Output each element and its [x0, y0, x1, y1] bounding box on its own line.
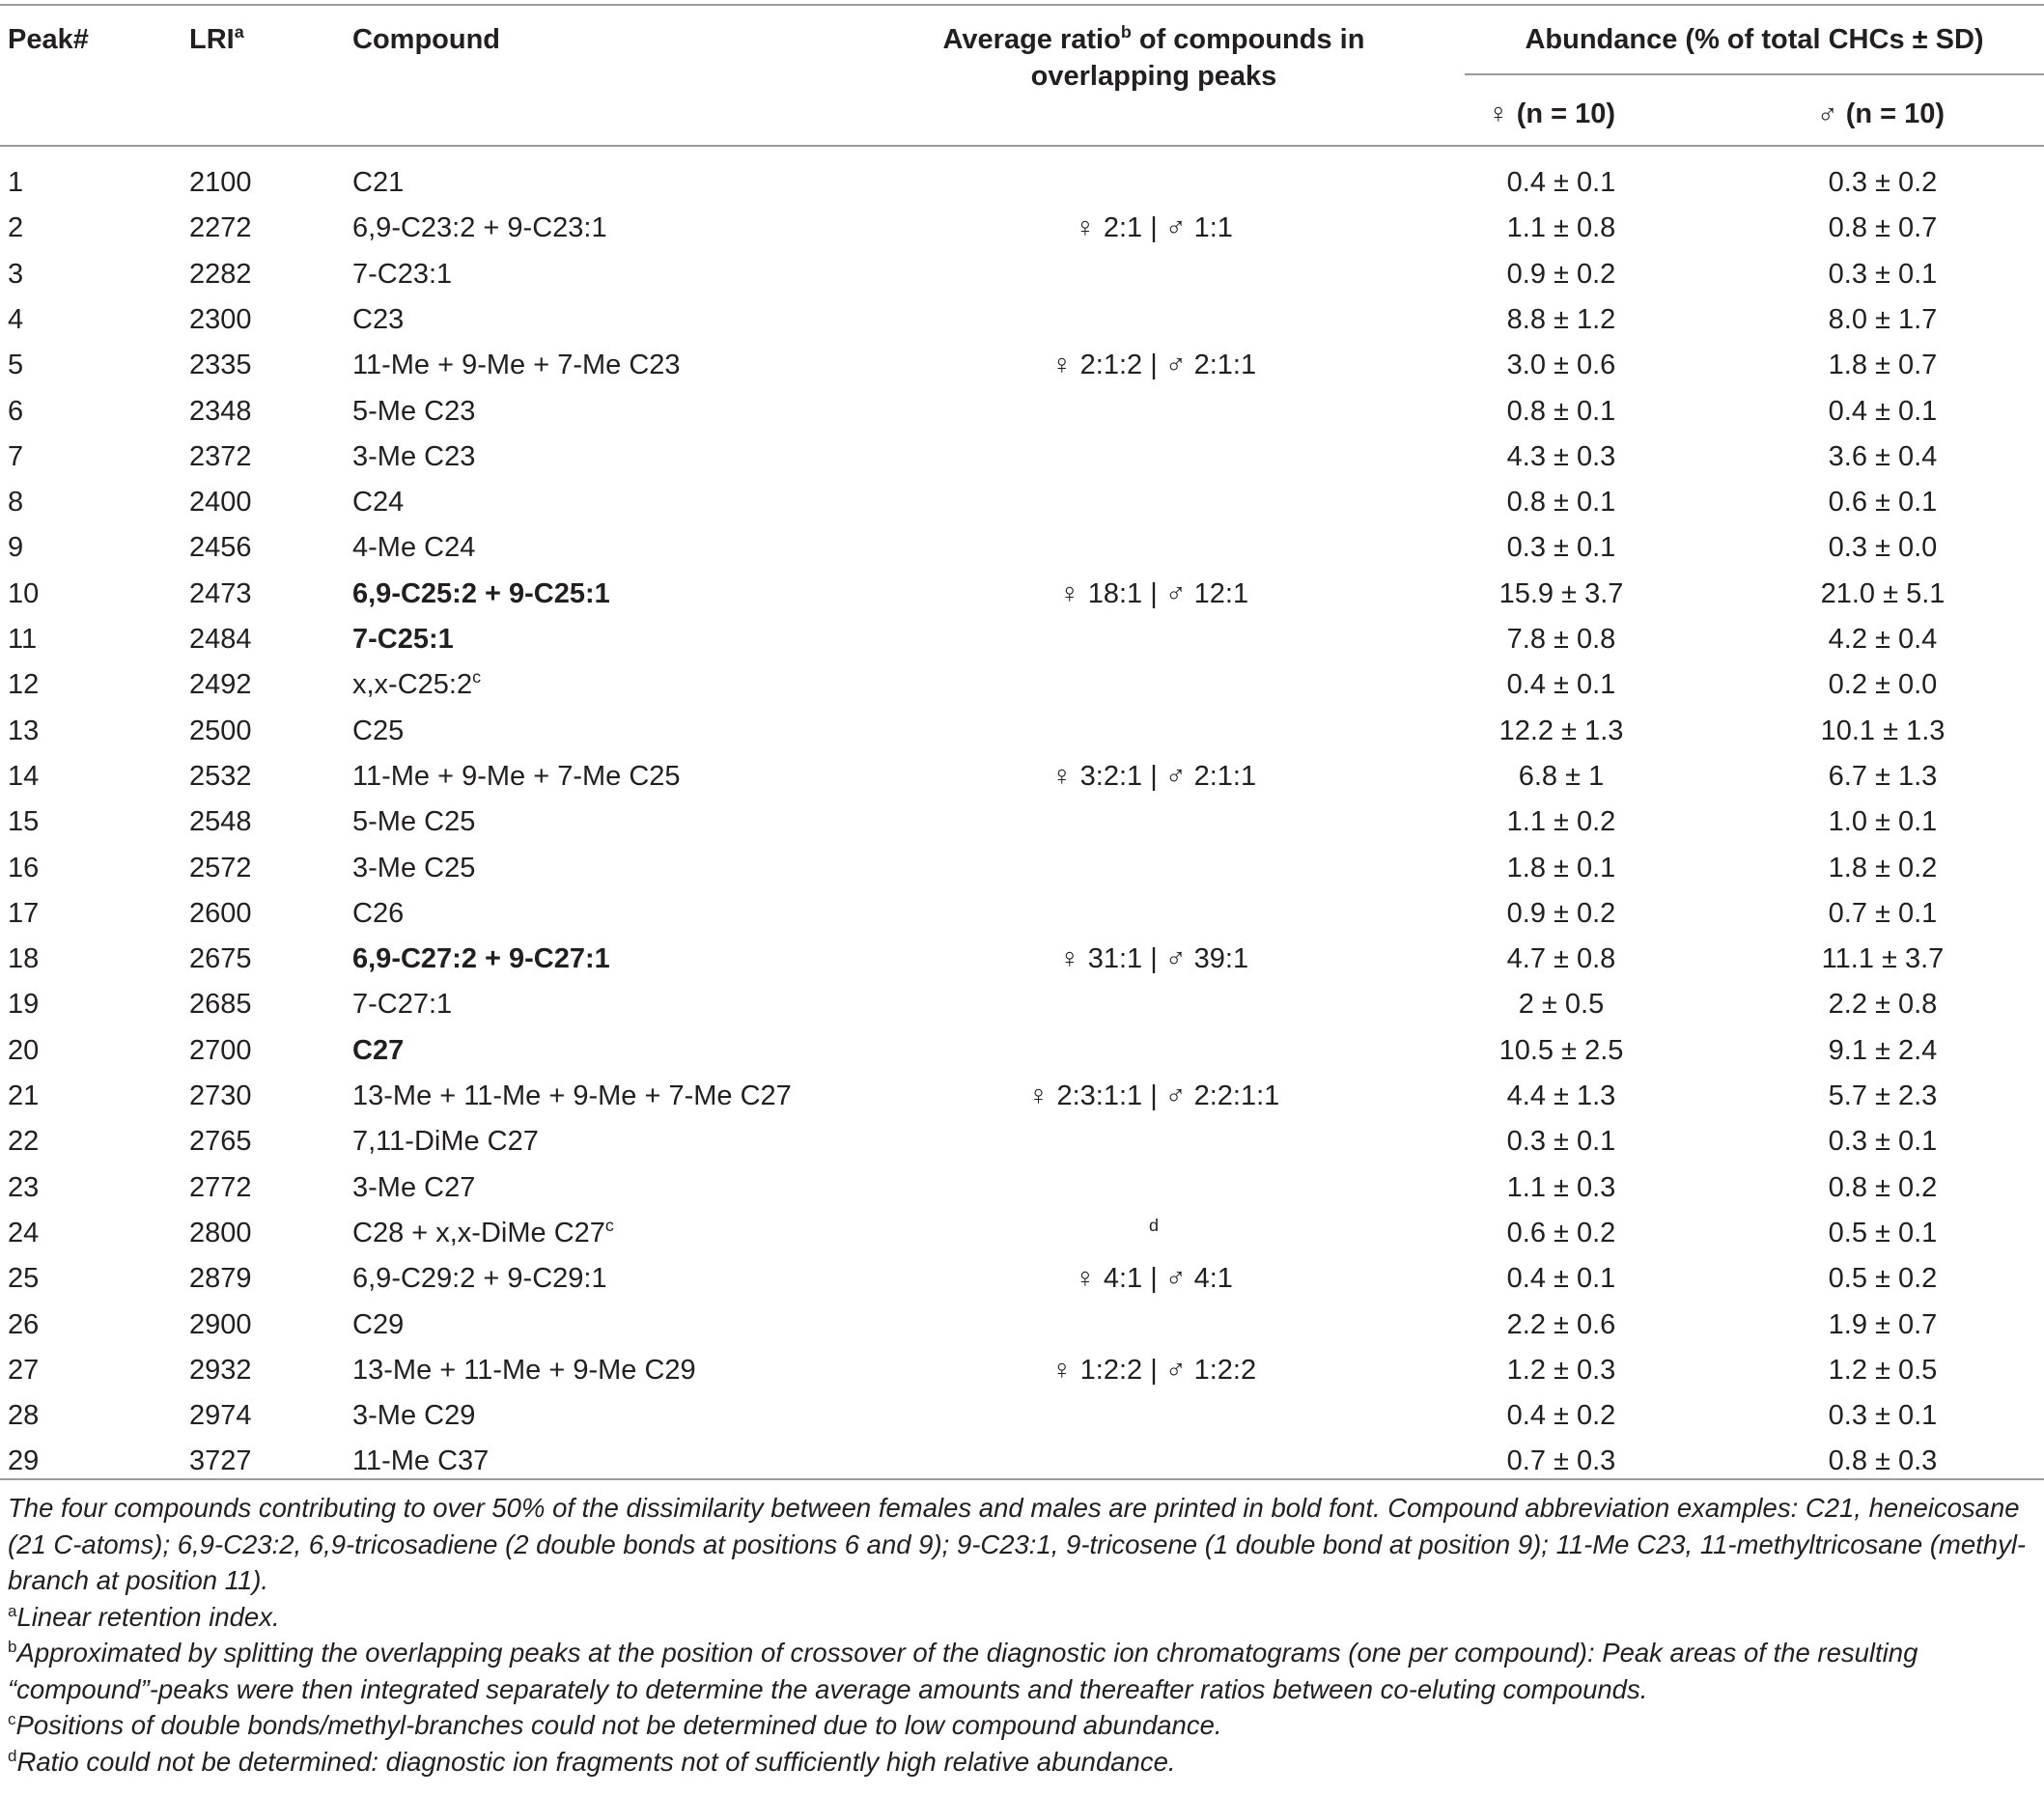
- row-female: 1.2 ± 0.3: [1506, 1354, 1616, 1386]
- row-male: 0.3 ± 0.1: [1828, 1400, 1938, 1432]
- row-compound-text: 6,9-C29:2 + 9-C29:1: [352, 1263, 607, 1295]
- row-male: 0.8 ± 0.7: [1828, 212, 1938, 244]
- row-male: 0.7 ± 0.1: [1828, 897, 1938, 929]
- row-lri: 2685: [189, 989, 252, 1021]
- row-lri: 2282: [189, 258, 252, 290]
- row-peak: 22: [8, 1126, 40, 1158]
- row-female: 0.8 ± 0.1: [1506, 487, 1616, 519]
- row-compound-text: C21: [352, 167, 405, 198]
- row-female: 0.4 ± 0.1: [1506, 1263, 1616, 1295]
- row-lri: 2400: [189, 487, 252, 519]
- row-male: 10.1 ± 1.3: [1820, 715, 1946, 746]
- footnote-a-mark: a: [8, 1601, 17, 1620]
- row-peak: 19: [8, 989, 40, 1021]
- row-peak: 4: [8, 303, 24, 335]
- row-male: 0.8 ± 0.3: [1828, 1445, 1938, 1477]
- col-header-ratio: [898, 21, 1410, 95]
- row-lri: 2500: [189, 715, 252, 746]
- row-compound: [352, 1125, 539, 1158]
- row-ratio: [898, 349, 1410, 381]
- row-female: 0.9 ± 0.2: [1506, 897, 1616, 929]
- footnote-b-text: Approximated by splitting the overlapping peaks at the position of crossover of the diagnostic ion chromatograms (one per compound): Peak areas of the resulting “compound”-peaks were then integrated separately to determine the average amounts and thereafter ratios between co-eluting compounds.: [8, 1638, 1918, 1704]
- row-compound: [352, 395, 475, 428]
- row-ratio: [898, 760, 1410, 793]
- row-male: 2.2 ± 0.8: [1828, 989, 1938, 1021]
- row-male: 1.2 ± 0.5: [1828, 1354, 1938, 1386]
- row-compound: [352, 623, 454, 656]
- col-header-ratio-line1: [898, 21, 1410, 58]
- row-compound-text: C27: [352, 1034, 405, 1066]
- row-compound: [352, 258, 452, 291]
- row-compound-text: 6,9-C25:2 + 9-C25:1: [352, 577, 610, 609]
- table-footnotes: [8, 1490, 2035, 1780]
- row-lri: 2473: [189, 577, 252, 609]
- col-header-abundance: Abundance (% of total CHCs ± SD): [1525, 24, 1984, 55]
- row-compound-text: C24: [352, 487, 405, 519]
- row-female: 4.3 ± 0.3: [1506, 440, 1616, 472]
- row-compound: [352, 1034, 404, 1067]
- row-lri: 2675: [189, 943, 252, 975]
- row-compound-text: 5-Me C23: [352, 395, 476, 427]
- row-female: 0.9 ± 0.2: [1506, 258, 1616, 290]
- row-male: 1.8 ± 0.7: [1828, 350, 1938, 381]
- footnote-b: [8, 1635, 2035, 1707]
- col-header-ratio-line2: overlapping peaks: [1030, 61, 1277, 92]
- row-peak: 2: [8, 212, 24, 244]
- row-female: 4.7 ± 0.8: [1506, 943, 1616, 975]
- row-lri: 2492: [189, 669, 252, 701]
- table-top-rule: [0, 4, 2044, 6]
- row-female: 0.4 ± 0.1: [1506, 167, 1616, 198]
- row-peak: 9: [8, 532, 24, 564]
- row-male: 6.7 ± 1.3: [1828, 760, 1938, 792]
- row-compound-text: 6,9-C23:2 + 9-C23:1: [352, 212, 607, 244]
- row-lri: 2700: [189, 1034, 252, 1066]
- row-compound-text: 11-Me + 9-Me + 7-Me C25: [352, 760, 681, 792]
- row-lri: 2765: [189, 1126, 252, 1158]
- row-compound: [352, 1217, 614, 1249]
- row-compound-text: 3-Me C23: [352, 440, 476, 472]
- row-male: 0.2 ± 0.0: [1828, 669, 1938, 701]
- row-compound-text: 13-Me + 11-Me + 9-Me C29: [352, 1354, 696, 1386]
- row-male: 0.3 ± 0.0: [1828, 532, 1938, 564]
- row-peak: 13: [8, 715, 40, 746]
- row-compound-text: 3-Me C29: [352, 1400, 476, 1432]
- header-bottom-rule: [0, 145, 2044, 147]
- row-female: 1.8 ± 0.1: [1506, 852, 1616, 883]
- row-male: 3.6 ± 0.4: [1828, 440, 1938, 472]
- row-compound-text: 7-C23:1: [352, 258, 453, 290]
- row-female: 3.0 ± 0.6: [1506, 350, 1616, 381]
- row-compound-text: 7,11-DiMe C27: [352, 1126, 539, 1158]
- row-compound: [352, 1354, 696, 1387]
- row-compound: [352, 1308, 404, 1341]
- row-peak: 23: [8, 1171, 40, 1203]
- row-lri: 2484: [189, 624, 252, 655]
- row-compound-text: 3-Me C27: [352, 1171, 476, 1203]
- row-ratio: [898, 1354, 1410, 1387]
- row-compound-sup: c: [604, 1216, 614, 1236]
- row-peak: 28: [8, 1400, 40, 1432]
- col-header-ratio-sup: b: [1120, 22, 1132, 42]
- row-compound: [352, 303, 404, 336]
- row-lri: 2974: [189, 1400, 252, 1432]
- row-male: 0.8 ± 0.2: [1828, 1171, 1938, 1203]
- row-male: 0.3 ± 0.1: [1828, 258, 1938, 290]
- row-male: 0.3 ± 0.1: [1828, 1126, 1938, 1158]
- row-female: 2 ± 0.5: [1518, 989, 1605, 1021]
- row-compound-text: 5-Me C25: [352, 806, 476, 838]
- row-female: 0.7 ± 0.3: [1506, 1445, 1616, 1477]
- row-lri: 2772: [189, 1171, 252, 1203]
- row-ratio: [898, 1217, 1410, 1249]
- footnote-c: [8, 1707, 2035, 1744]
- row-lri: 2348: [189, 395, 252, 427]
- row-peak: 21: [8, 1080, 40, 1111]
- row-compound-text: C26: [352, 897, 405, 929]
- row-ratio: [898, 1080, 1410, 1112]
- row-compound: [352, 988, 452, 1021]
- footnote-b-mark: b: [8, 1637, 17, 1656]
- row-ratio-text: ♀ 18:1 | ♂ 12:1: [1058, 577, 1249, 609]
- row-female: 0.3 ± 0.1: [1506, 532, 1616, 564]
- row-compound: [352, 440, 475, 473]
- row-compound-text: 6,9-C27:2 + 9-C27:1: [352, 943, 610, 975]
- footnote-d-text: Ratio could not be determined: diagnostic ion fragments not of sufficiently high relative abundance.: [16, 1746, 1176, 1777]
- row-lri: 2730: [189, 1080, 252, 1111]
- row-ratio-text: ♀ 31:1 | ♂ 39:1: [1058, 943, 1249, 975]
- row-female: 2.2 ± 0.6: [1506, 1308, 1616, 1340]
- row-female: 4.4 ± 1.3: [1506, 1080, 1616, 1111]
- row-peak: 25: [8, 1263, 40, 1295]
- row-male: 5.7 ± 2.3: [1828, 1080, 1938, 1111]
- row-peak: 3: [8, 258, 24, 290]
- row-female: 12.2 ± 1.3: [1498, 715, 1624, 746]
- row-female: 0.4 ± 0.1: [1506, 669, 1616, 701]
- row-male: 0.5 ± 0.2: [1828, 1263, 1938, 1295]
- row-female: 1.1 ± 0.2: [1506, 806, 1616, 838]
- row-compound: [352, 715, 404, 747]
- row-peak: 29: [8, 1445, 40, 1477]
- col-header-lri: [189, 21, 244, 58]
- col-header-lri-sup: a: [234, 22, 244, 42]
- row-compound: [352, 531, 475, 564]
- footnote-main: The four compounds contributing to over 50% of the dissimilarity between females and males are printed in bold font. Compound abbreviation examples: C21, heneicosane (21 C-atoms); 6,9-C23:2, 6,9-tricosadiene (2 double bonds at positions 6 and 9); 9-C23:1, 9-tricosene (1 double bond at position 9); 11-Me C23, 11-methyltricosane (methyl-branch at position 11).: [8, 1493, 2027, 1595]
- row-lri: 2879: [189, 1263, 252, 1295]
- footnote-d-mark: d: [8, 1746, 17, 1765]
- row-ratio-text: ♀ 4:1 | ♂ 4:1: [1075, 1263, 1233, 1295]
- row-compound-sup: c: [472, 667, 482, 687]
- row-female: 15.9 ± 3.7: [1498, 577, 1624, 609]
- row-peak: 1: [8, 167, 24, 198]
- col-header-compound: Compound: [352, 24, 501, 55]
- row-male: 4.2 ± 0.4: [1828, 624, 1938, 655]
- row-peak: 20: [8, 1034, 40, 1066]
- row-lri: 2932: [189, 1354, 252, 1386]
- row-compound: [352, 1399, 475, 1432]
- row-peak: 15: [8, 806, 40, 838]
- row-peak: 8: [8, 487, 24, 519]
- row-lri: 2800: [189, 1217, 252, 1248]
- abundance-subheader-rule: [1465, 73, 2044, 75]
- row-lri: 2272: [189, 212, 252, 244]
- row-peak: 5: [8, 350, 24, 381]
- row-male: 1.0 ± 0.1: [1828, 806, 1938, 838]
- row-ratio-sup: d: [1149, 1216, 1159, 1236]
- col-header-female: ♀ (n = 10): [1487, 98, 1616, 129]
- row-compound: [352, 897, 404, 930]
- row-compound-text: C28 + x,x-DiMe C27: [352, 1217, 605, 1248]
- row-compound: [352, 1171, 475, 1204]
- row-compound-text: C25: [352, 715, 405, 746]
- col-header-male: ♂ (n = 10): [1816, 98, 1946, 129]
- row-male: 8.0 ± 1.7: [1828, 303, 1938, 335]
- row-compound-text: 13-Me + 11-Me + 9-Me + 7-Me C27: [352, 1080, 792, 1111]
- row-peak: 24: [8, 1217, 40, 1248]
- row-male: 0.3 ± 0.2: [1828, 167, 1938, 198]
- row-lri: 2335: [189, 350, 252, 381]
- row-compound-text: x,x-C25:2: [352, 669, 473, 701]
- row-female: 0.8 ± 0.1: [1506, 395, 1616, 427]
- row-compound: [352, 349, 681, 381]
- row-compound: [352, 760, 681, 793]
- row-ratio-text: ♀ 1:2:2 | ♂ 1:2:2: [1050, 1354, 1257, 1386]
- footnote-d: [8, 1744, 2035, 1781]
- row-ratio-text: ♀ 2:1:2 | ♂ 2:1:1: [1050, 350, 1257, 381]
- row-female: 0.3 ± 0.1: [1506, 1126, 1616, 1158]
- row-female: 0.6 ± 0.2: [1506, 1217, 1616, 1248]
- row-peak: 11: [8, 624, 38, 655]
- row-compound: [352, 577, 610, 610]
- row-male: 1.8 ± 0.2: [1828, 852, 1938, 883]
- row-ratio: [898, 942, 1410, 975]
- row-lri: 2600: [189, 897, 252, 929]
- row-compound-text: C29: [352, 1308, 405, 1340]
- table-bottom-rule: [0, 1478, 2044, 1480]
- row-compound: [352, 852, 475, 884]
- row-compound: [352, 1080, 792, 1112]
- row-peak: 16: [8, 852, 40, 883]
- row-compound-text: 11-Me C37: [352, 1445, 490, 1477]
- row-ratio: [898, 577, 1410, 610]
- row-peak: 12: [8, 669, 40, 701]
- row-male: 0.4 ± 0.1: [1828, 395, 1938, 427]
- row-peak: 17: [8, 897, 40, 929]
- row-peak: 14: [8, 760, 40, 792]
- row-female: 6.8 ± 1: [1518, 760, 1605, 792]
- row-compound-text: C23: [352, 303, 405, 335]
- row-lri: 3727: [189, 1445, 252, 1477]
- row-peak: 18: [8, 943, 40, 975]
- row-compound-text: 4-Me C24: [352, 532, 476, 564]
- footnote-a: [8, 1599, 2035, 1636]
- row-lri: 2300: [189, 303, 252, 335]
- row-female: 0.4 ± 0.2: [1506, 1400, 1616, 1432]
- row-peak: 27: [8, 1354, 40, 1386]
- row-male: 9.1 ± 2.4: [1828, 1034, 1938, 1066]
- row-male: 1.9 ± 0.7: [1828, 1308, 1938, 1340]
- row-peak: 10: [8, 577, 40, 609]
- row-compound: [352, 211, 607, 244]
- col-header-peak: Peak#: [8, 24, 89, 55]
- row-female: 8.8 ± 1.2: [1506, 303, 1616, 335]
- footnote-c-mark: c: [8, 1709, 16, 1728]
- row-peak: 6: [8, 395, 24, 427]
- footnote-c-text: Positions of double bonds/methyl-branches could not be determined due to low compound abundance.: [15, 1710, 1222, 1740]
- row-compound-text: 3-Me C25: [352, 852, 476, 883]
- row-compound: [352, 486, 404, 519]
- row-lri: 2100: [189, 167, 252, 198]
- col-header-ratio-post: of compounds in: [1131, 24, 1365, 55]
- row-ratio-text: ♀ 3:2:1 | ♂ 2:1:1: [1050, 760, 1257, 792]
- row-compound: [352, 668, 481, 701]
- col-header-lri-text: LRI: [189, 24, 235, 55]
- row-peak: 26: [8, 1308, 40, 1340]
- row-compound: [352, 166, 404, 199]
- row-compound: [352, 1262, 607, 1295]
- row-lri: 2900: [189, 1308, 252, 1340]
- row-ratio-text: ♀ 2:1 | ♂ 1:1: [1075, 212, 1233, 244]
- row-compound: [352, 805, 475, 838]
- row-ratio: [898, 1262, 1410, 1295]
- row-lri: 2548: [189, 806, 252, 838]
- row-compound-text: 7-C27:1: [352, 989, 453, 1021]
- row-male: 11.1 ± 3.7: [1821, 943, 1945, 975]
- row-male: 0.6 ± 0.1: [1828, 487, 1938, 519]
- row-compound-text: 11-Me + 9-Me + 7-Me C23: [352, 350, 681, 381]
- row-lri: 2372: [189, 440, 252, 472]
- row-ratio-text: ♀ 2:3:1:1 | ♂ 2:2:1:1: [1027, 1080, 1280, 1111]
- row-lri: 2572: [189, 852, 252, 883]
- row-compound: [352, 1444, 489, 1477]
- row-ratio: [898, 211, 1410, 244]
- row-male: 21.0 ± 5.1: [1820, 577, 1946, 609]
- row-female: 1.1 ± 0.8: [1506, 212, 1616, 244]
- row-female: 7.8 ± 0.8: [1506, 624, 1616, 655]
- row-lri: 2532: [189, 760, 252, 792]
- row-female: 10.5 ± 2.5: [1498, 1034, 1624, 1066]
- row-compound-text: 7-C25:1: [352, 624, 454, 655]
- row-peak: 7: [8, 440, 24, 472]
- footnote-a-text: Linear retention index.: [16, 1601, 280, 1632]
- row-compound: [352, 942, 610, 975]
- row-female: 1.1 ± 0.3: [1506, 1171, 1616, 1203]
- col-header-ratio-pre: Average ratio: [942, 24, 1121, 55]
- row-lri: 2456: [189, 532, 252, 564]
- row-male: 0.5 ± 0.1: [1828, 1217, 1938, 1248]
